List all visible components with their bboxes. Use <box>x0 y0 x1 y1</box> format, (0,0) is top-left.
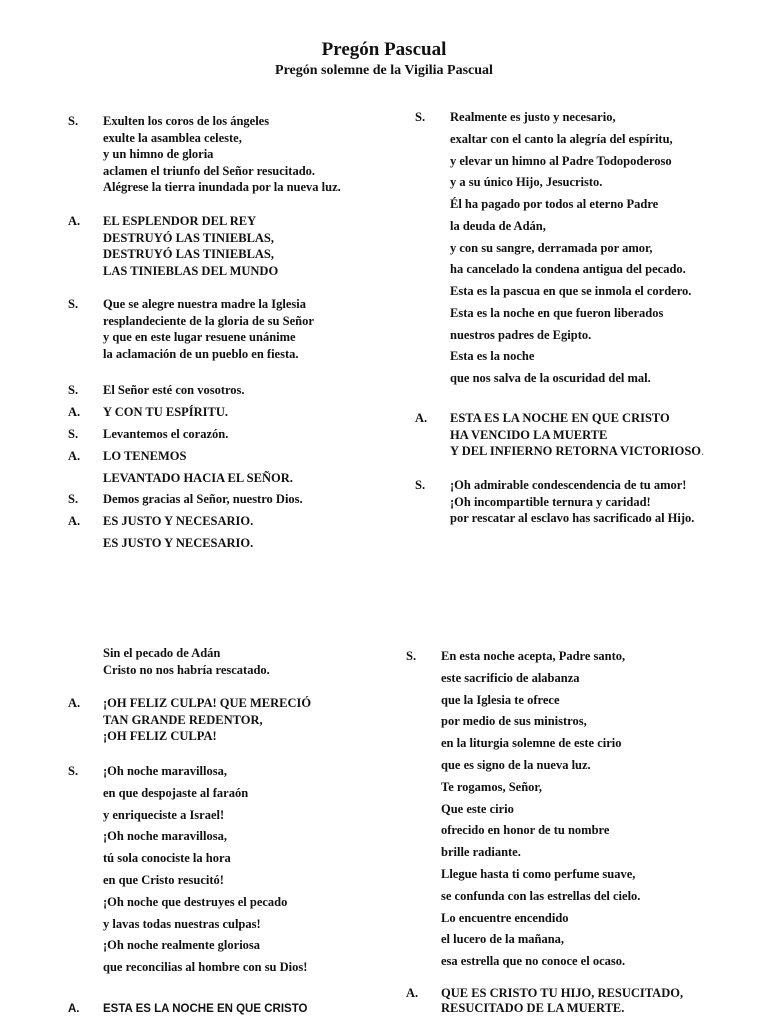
verse-line: por medio de sus ministros, <box>441 714 587 729</box>
verse-line: DESTRUYÓ LAS TINIEBLAS, <box>103 247 275 261</box>
verse-line: ¡Oh admirable condescendencia de tu amor! <box>450 478 687 492</box>
verse-line: LEVANTADO HACIA EL SEÑOR. <box>103 471 293 485</box>
speaker-label: A. <box>68 514 81 528</box>
stanza <box>415 477 694 527</box>
verse-line-wrap <box>450 443 704 460</box>
verse-line: ¡Oh noche que destruyes el pecado <box>103 894 288 909</box>
verse-line: Exulten los coros de los ángeles <box>103 114 270 128</box>
verse-line: Sin el pecado de Adán <box>103 646 221 660</box>
speaker-label: S. <box>68 764 79 778</box>
verse-line: DESTRUYÓ LAS TINIEBLAS, <box>103 230 275 245</box>
verse-line: Esta es la pascua en que se inmola el cordero. <box>450 284 692 298</box>
stanza <box>68 379 245 401</box>
verse-line: que nos salva de la oscuridad del mal. <box>450 371 651 385</box>
verse-line: y lavas todas nuestras culpas! <box>103 916 261 931</box>
stanza <box>68 695 311 745</box>
verse-line: Que este cirio <box>441 801 514 816</box>
verse-line: Demos gracias al Señor, nuestro Dios. <box>103 492 303 506</box>
stanza <box>68 401 228 423</box>
verse-line: y elevar un himno al Padre Todopoderoso <box>450 153 672 168</box>
verse-line: en la liturgia solemne de este cirio <box>441 736 622 751</box>
speaker-label: S. <box>406 649 417 663</box>
verse-line: EL ESPLENDOR DEL REY <box>103 214 257 228</box>
verse-line: ¡OH FELIZ CULPA! QUE MERECIÓ <box>103 696 312 710</box>
speaker-label: A. <box>406 986 419 1000</box>
speaker-label: S. <box>68 114 79 128</box>
speaker-label: S. <box>415 478 426 492</box>
verse-line: LO TENEMOS <box>103 449 187 463</box>
verse-line: ¡Oh incompartible ternura y caridad! <box>450 494 651 509</box>
verse-line: nuestros padres de Egipto. <box>450 327 592 342</box>
verse-line: este sacrificio de alabanza <box>441 670 580 685</box>
verse-line: ¡OH FELIZ CULPA! <box>103 729 217 743</box>
verse-line: la deuda de Adán, <box>450 218 546 233</box>
speaker-label: S. <box>68 427 79 441</box>
verse-line: en que despojaste al faraón <box>103 785 249 800</box>
verse-line: que es signo de la nueva luz. <box>441 757 591 772</box>
verse-line: tú sola conociste la hora <box>103 851 231 866</box>
verse-line: en que Cristo resucitó! <box>103 872 224 887</box>
trailing-period: . <box>701 444 705 458</box>
verse-line: que reconcilias al hombre con su Dios! <box>103 960 308 975</box>
speaker-label: A. <box>68 449 81 463</box>
stanza <box>406 986 683 1015</box>
speaker-label: S. <box>68 383 79 397</box>
speaker-label: A. <box>68 214 81 228</box>
verse-line: Él ha pagado por todos al eterno Padre <box>450 197 659 211</box>
verse-line: ESTA ES LA NOCHE EN QUE CRISTO <box>450 411 670 425</box>
verse-line: El Señor esté con vosotros. <box>103 383 245 397</box>
verse-line: y un himno de gloria <box>103 147 214 161</box>
stanza <box>68 510 253 554</box>
verse-line: ¡Oh noche realmente gloriosa <box>103 938 261 953</box>
verse-line: Esta es la noche en que fueron liberados <box>450 305 664 320</box>
verse-line: QUE ES CRISTO TU HIJO, RESUCITADO, <box>441 986 684 1000</box>
verse-line: Realmente es justo y necesario, <box>450 110 616 124</box>
verse-line: la aclamación de un pueblo en fiesta. <box>103 346 299 361</box>
stanza <box>68 113 341 196</box>
verse-line: que la Iglesia te ofrece <box>441 692 560 707</box>
verse-line: LAS TINIEBLAS DEL MUNDO <box>103 263 279 278</box>
verse-line: Te rogamos, Señor, <box>441 779 542 794</box>
verse-line: Cristo no nos habría rescatado. <box>103 662 270 677</box>
verse-line: ¡Oh noche maravillosa, <box>103 829 227 844</box>
stanza <box>415 410 704 460</box>
verse-line: ES JUSTO Y NECESARIO. <box>103 536 254 550</box>
verse-line: Esta es la noche <box>450 349 535 364</box>
verse-line: exaltar con el canto la alegría del espíritu, <box>450 131 673 146</box>
verse-line: aclamen el triunfo del Señor resucitado. <box>103 163 316 178</box>
verse-line: HA VENCIDO LA MUERTE <box>450 427 608 442</box>
verse-line: el lucero de la mañana, <box>441 932 565 947</box>
verse-line: ES JUSTO Y NECESARIO. <box>103 514 254 528</box>
stanza <box>68 423 228 445</box>
verse-line: TAN GRANDE REDENTOR, <box>103 712 263 727</box>
speaker-label: S. <box>415 110 426 124</box>
stanza <box>68 1001 307 1018</box>
verse-line: exulte la asamblea celeste, <box>103 130 242 145</box>
stanza <box>415 107 691 390</box>
speaker-label: A. <box>415 411 428 425</box>
verse-line: se confunda con las estrellas del cielo. <box>441 888 641 903</box>
verse-line: y enriqueciste a Israel! <box>103 807 225 822</box>
verse-line: y a su único Hijo, Jesucristo. <box>450 175 603 190</box>
stanza <box>68 213 278 279</box>
verse-line: En esta noche acepta, Padre santo, <box>441 649 626 663</box>
verse-line: Y CON TU ESPÍRITU. <box>103 405 229 419</box>
verse-line: y con su sangre, derramada por amor, <box>450 240 653 255</box>
verse-line: ESTA ES LA NOCHE EN QUE CRISTO <box>103 1003 308 1015</box>
page-subtitle: Pregón solemne de la Vigilia Pascual <box>275 63 493 78</box>
verse-line: ha cancelado la condena antigua del pecado. <box>450 262 686 277</box>
verse-line: Llegue hasta ti como perfume suave, <box>441 866 636 881</box>
verse-line: Levantemos el corazón. <box>103 427 229 441</box>
verse-line: resplandeciente de la gloria de su Señor <box>103 313 314 328</box>
stanza <box>68 761 307 979</box>
verse-line: brille radiante. <box>441 845 521 860</box>
speaker-label: S. <box>68 492 79 506</box>
stanza <box>68 445 293 489</box>
verse-line: por rescatar al esclavo has sacrificado al Hijo. <box>450 511 695 525</box>
stanza <box>68 296 314 362</box>
verse-line: ofrecido en honor de tu nombre <box>441 823 610 838</box>
verse-line: esa estrella que no conoce el ocaso. <box>441 954 626 969</box>
page-title: Pregón Pascual <box>321 39 447 60</box>
speaker-label: A. <box>68 405 81 419</box>
verse-line: ¡Oh noche maravillosa, <box>103 764 227 778</box>
verse-line: Lo encuentre encendido <box>441 910 569 925</box>
speaker-label: S. <box>68 297 79 311</box>
stanza <box>68 645 270 678</box>
verse-line: RESUCITADO DE LA MUERTE. <box>441 1000 625 1015</box>
stanza <box>406 646 640 973</box>
speaker-label: A. <box>68 1003 80 1015</box>
stanza <box>68 488 303 510</box>
verse-line: Que se alegre nuestra madre la Iglesia <box>103 297 306 311</box>
speaker-label: A. <box>68 696 81 710</box>
verse-line: Alégrese la tierra inundada por la nueva luz. <box>103 180 341 194</box>
verse-line: y que en este lugar resuene unánime <box>103 330 296 344</box>
verse-line: Y DEL INFIERNO RETORNA VICTORIOSO <box>450 444 701 458</box>
